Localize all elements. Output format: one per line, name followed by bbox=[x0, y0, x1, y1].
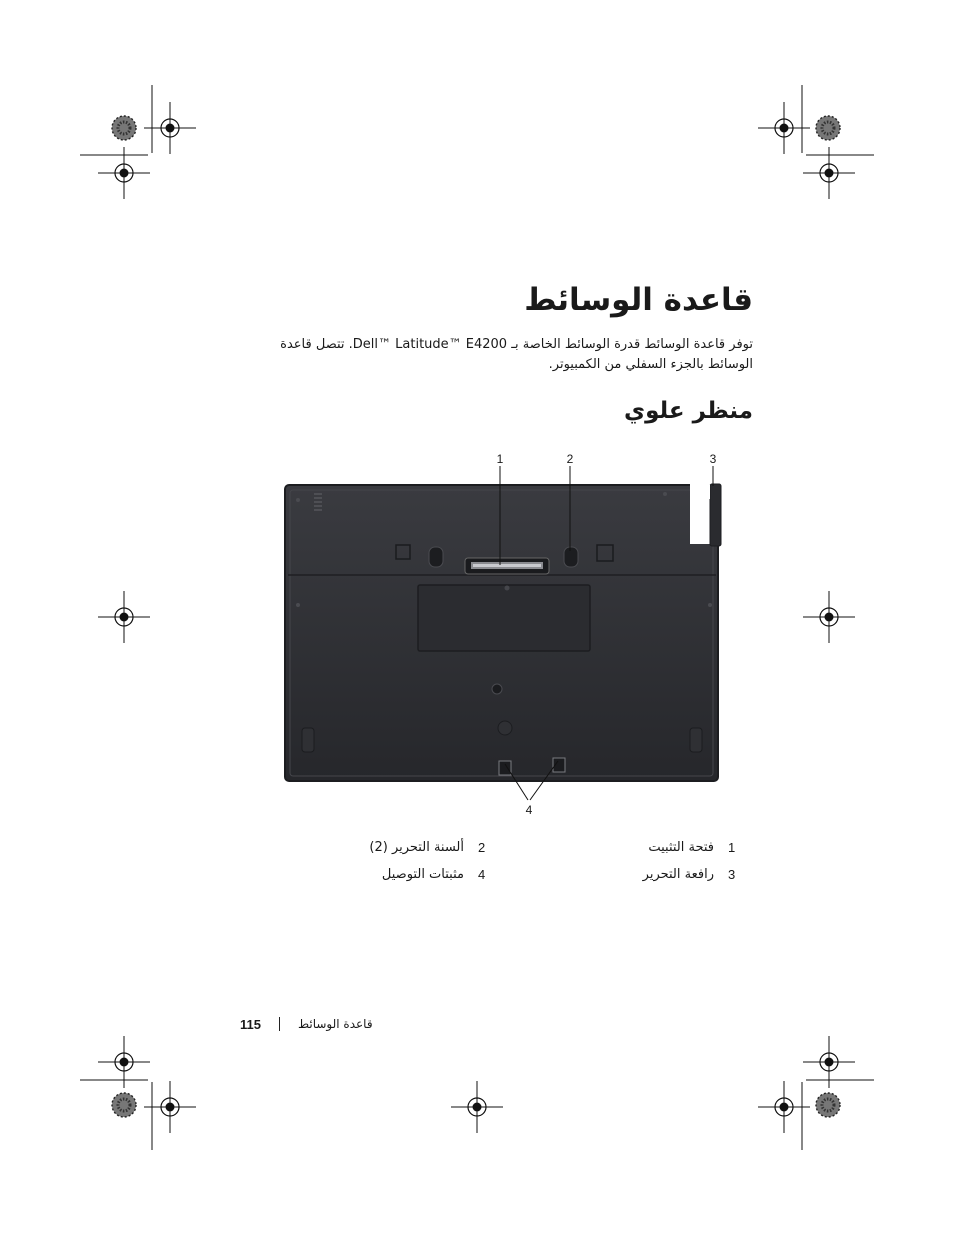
legend-label: رافعة التحرير bbox=[642, 867, 714, 882]
footer-divider bbox=[279, 1017, 280, 1031]
legend-number: 4 bbox=[478, 867, 486, 882]
registration-mark-icon bbox=[98, 591, 150, 643]
registration-mark-icon bbox=[803, 591, 855, 643]
color-star-icon bbox=[112, 116, 136, 140]
intro-line: الوسائط بالجزء السفلي من الكمبيوتر. bbox=[548, 357, 753, 372]
callout-number: 3 bbox=[709, 452, 717, 466]
alignment-post bbox=[499, 761, 511, 775]
legend-item bbox=[272, 867, 492, 882]
legend-number: 2 bbox=[478, 840, 486, 855]
intro-line: توفر قاعدة الوسائط قدرة الوسائط الخاصة بـ Dell™ Latitude™ E4200. تتصل قاعدة bbox=[280, 337, 753, 352]
page-number: 115 bbox=[240, 1016, 261, 1032]
legend-label: ألسنة التحرير (2) bbox=[369, 840, 464, 855]
legend-label: فتحة التثبيت bbox=[648, 840, 714, 855]
legend-label: مثبتات التوصيل bbox=[381, 867, 464, 882]
legend-item bbox=[542, 840, 742, 855]
legend-number: 1 bbox=[728, 840, 736, 855]
footer-section-title: قاعدة الوسائط bbox=[297, 1017, 373, 1031]
docking-connector bbox=[465, 558, 549, 574]
color-star-icon bbox=[816, 1093, 840, 1117]
legend-number: 3 bbox=[728, 867, 736, 882]
release-tab bbox=[564, 547, 578, 567]
registration-mark-icon bbox=[451, 1081, 503, 1133]
media-base-illustration bbox=[270, 448, 740, 828]
section-subtitle: منظر علوي bbox=[624, 398, 753, 424]
intro-paragraph bbox=[253, 335, 753, 375]
legend-item bbox=[272, 840, 492, 855]
callout-number: 1 bbox=[496, 452, 504, 466]
callout-number: 2 bbox=[566, 452, 574, 466]
color-star-icon bbox=[112, 1093, 136, 1117]
release-lever bbox=[690, 484, 721, 546]
page-title: قاعدة الوسائط bbox=[524, 282, 753, 318]
page-footer bbox=[240, 1013, 373, 1035]
media-base-body bbox=[285, 485, 718, 781]
callout-number: 4 bbox=[525, 803, 533, 817]
release-tab bbox=[429, 547, 443, 567]
legend-item bbox=[542, 867, 742, 882]
color-star-icon bbox=[816, 116, 840, 140]
